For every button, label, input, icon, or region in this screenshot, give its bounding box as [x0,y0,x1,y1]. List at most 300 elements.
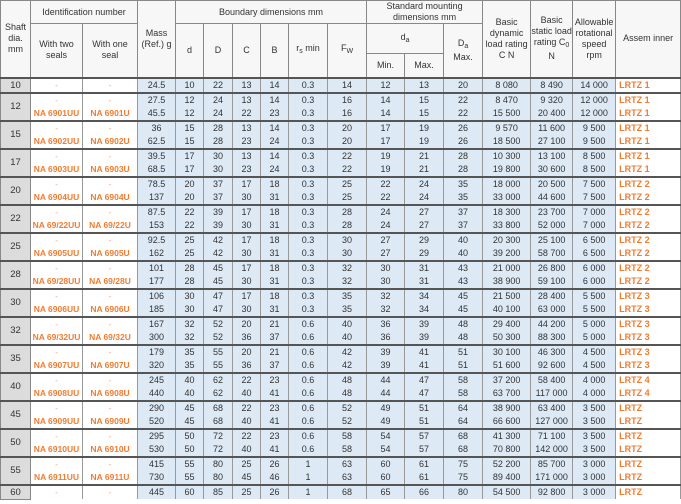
one-seal-id-cell: - [83,233,138,247]
static-load-cell: 71 100 [531,429,573,443]
B-cell: 41 [261,415,289,429]
D-cell: 30 [204,163,233,177]
mass-cell: 24.5 [138,78,176,93]
Da-max-cell: 37 [444,205,483,219]
da-min-cell: 54 [367,443,405,457]
Da-max-cell: 43 [444,275,483,289]
D-cell: 24 [204,107,233,121]
two-seals-id-cell: - [31,317,83,331]
C-cell: 17 [233,289,261,303]
B-cell: 31 [261,247,289,261]
rs-min-cell: 0.6 [289,387,328,401]
header-d: d [176,24,204,78]
d-cell: 30 [176,303,204,317]
table-row [1,457,681,471]
B-cell: 18 [261,205,289,219]
D-cell: 28 [204,135,233,149]
D-cell: 68 [204,401,233,415]
assembled-inner-cell[interactable]: LRTZ 3 [616,331,681,345]
da-min-cell: 54 [367,429,405,443]
rs-min-cell: 0.6 [289,443,328,457]
two-seals-id-cell[interactable]: NA 6905UU [31,247,83,261]
static-load-cell: 13 100 [531,149,573,163]
table-row [1,149,681,163]
rs-min-cell: 0.6 [289,317,328,331]
rs-min-cell: 0.6 [289,429,328,443]
D-cell: 68 [204,415,233,429]
fw-cell: 20 [328,135,367,149]
d-cell: 55 [176,471,204,485]
da-max-cell: 29 [405,247,444,261]
speed-cell: 9 500 [573,135,616,149]
assembled-inner-cell[interactable]: LRTZ 2 [616,177,681,191]
da-max-cell: 27 [405,205,444,219]
Da-max-cell: 43 [444,261,483,275]
fw-cell: 16 [328,107,367,121]
da-max-cell: 27 [405,219,444,233]
Da-max-cell: 20 [444,78,483,93]
da-max-cell: 15 [405,107,444,121]
two-seals-id-cell[interactable]: NA 6906UU [31,303,83,317]
Da-max-cell: 75 [444,457,483,471]
assembled-inner-cell[interactable]: LRTZ 3 [616,317,681,331]
dynamic-load-cell: 54 500 [483,485,531,500]
one-seal-id-cell: - [83,261,138,275]
two-seals-id-cell: - [31,149,83,163]
speed-cell: 3 000 [573,471,616,485]
Da-max-cell: 37 [444,219,483,233]
d-cell: 22 [176,219,204,233]
rs-min-cell: 0.6 [289,359,328,373]
table-row [1,219,681,233]
table-row [1,177,681,191]
two-seals-id-cell[interactable]: NA 6904UU [31,191,83,205]
rs-label: r [296,43,300,54]
mass-cell: 62.5 [138,135,176,149]
dynamic-load-cell: 20 300 [483,233,531,247]
assembled-inner-cell[interactable]: LRTZ 3 [616,345,681,359]
da-max-cell: 51 [405,401,444,415]
dynamic-load-cell: 8 470 [483,93,531,107]
assembled-inner-cell[interactable]: LRTZ 2 [616,247,681,261]
C-cell: 17 [233,205,261,219]
shaft-dia-cell: 55 [1,457,31,485]
da-min-cell: 49 [367,415,405,429]
Da-max-cell: 35 [444,177,483,191]
rs-min-cell: 0.6 [289,401,328,415]
rs-min-cell: 0.3 [289,219,328,233]
rs-min-cell: 0.3 [289,177,328,191]
da-min-cell: 65 [367,485,405,500]
da-min-cell: 30 [367,275,405,289]
two-seals-id-cell[interactable]: NA 6907UU [31,359,83,373]
Da-max-cell: 40 [444,247,483,261]
D-cell: 55 [204,345,233,359]
one-seal-id-cell[interactable]: NA 6906U [83,303,138,317]
static-load-cell: 58 400 [531,373,573,387]
assembled-inner-cell[interactable]: LRTZ 2 [616,261,681,275]
header-rs-min [289,24,328,78]
D-cell: 39 [204,219,233,233]
header-da-max: Max. [405,54,444,78]
B-cell: 31 [261,219,289,233]
fw-cell: 16 [328,93,367,107]
dynamic-load-cell: 63 700 [483,387,531,401]
one-seal-id-cell[interactable]: NA 6911U [83,471,138,485]
da-max-cell: 24 [405,191,444,205]
dynamic-load-cell: 70 800 [483,443,531,457]
Da-max-cell: 28 [444,163,483,177]
Da-max-cell: 26 [444,135,483,149]
rs-min-cell: 0.3 [289,205,328,219]
rs-min-cell: 0.6 [289,345,328,359]
Da-max-cell: 28 [444,149,483,163]
dynamic-load-cell: 30 100 [483,345,531,359]
two-seals-id-cell[interactable]: NA 6903UU [31,163,83,177]
B-cell: 18 [261,289,289,303]
d-cell: 12 [176,93,204,107]
C-cell: 20 [233,345,261,359]
assembled-inner-cell[interactable]: LRTZ 2 [616,219,681,233]
speed-cell: 6 000 [573,261,616,275]
rs-min-cell: 0.6 [289,331,328,345]
da-max-cell: 47 [405,387,444,401]
C-cell: 40 [233,415,261,429]
header-mass: Mass (Ref.) g [138,1,176,78]
da-min-cell: 19 [367,149,405,163]
assembled-inner-cell[interactable]: LRTZ 1 [616,135,681,149]
speed-cell: 4 500 [573,345,616,359]
shaft-dia-cell: 35 [1,345,31,373]
one-seal-id-cell: - [83,429,138,443]
dynamic-load-cell: 41 300 [483,429,531,443]
assembled-inner-cell[interactable]: LRTZ 3 [616,359,681,373]
B-cell: 23 [261,107,289,121]
assembled-inner-cell[interactable]: LRTZ 3 [616,289,681,303]
two-seals-id-cell: - [31,429,83,443]
one-seal-id-cell[interactable]: NA 6905U [83,247,138,261]
two-seals-id-cell[interactable]: NA 69/28UU [31,275,83,289]
da-max-cell: 21 [405,163,444,177]
assembled-inner-cell[interactable]: LRTZ 2 [616,205,681,219]
D-cell: 45 [204,275,233,289]
two-seals-id-cell[interactable]: NA 6908UU [31,387,83,401]
dynamic-load-cell: 39 200 [483,247,531,261]
mass-cell: 179 [138,345,176,359]
rs-min-cell: 0.3 [289,93,328,107]
assembled-inner-cell[interactable]: LRTZ 4 [616,373,681,387]
two-seals-id-cell[interactable]: NA 6911UU [31,471,83,485]
speed-cell: 12 000 [573,107,616,121]
dynamic-load-cell: 21 000 [483,261,531,275]
rs-min-cell: 0.3 [289,107,328,121]
C-cell: 20 [233,317,261,331]
two-seals-id-cell[interactable]: NA 69/32UU [31,331,83,345]
header-static-sub: 0 [565,42,570,50]
static-load-cell: 127 000 [531,415,573,429]
da-min-cell: 17 [367,135,405,149]
D-cell: 47 [204,303,233,317]
B-cell: 14 [261,121,289,135]
fw-cell: 48 [328,387,367,401]
one-seal-id-cell[interactable]: NA 6909U [83,415,138,429]
mass-cell: 137 [138,191,176,205]
da-min-cell: 36 [367,331,405,345]
static-load-cell: 9 320 [531,93,573,107]
mass-cell: 185 [138,303,176,317]
D-cell: 85 [204,485,233,500]
one-seal-id-cell[interactable]: NA 6901U [83,107,138,121]
fw-cell: 30 [328,233,367,247]
two-seals-id-cell: - [31,78,83,93]
rs-min-cell: 0.3 [289,275,328,289]
B-cell: 26 [261,457,289,471]
fw-cell: 32 [328,275,367,289]
assembled-inner-cell[interactable]: LRTZ [616,443,681,457]
d-cell: 30 [176,289,204,303]
da-max-cell: 61 [405,457,444,471]
two-seals-id-cell[interactable]: NA 6909UU [31,415,83,429]
one-seal-id-cell: - [83,78,138,93]
d-cell: 25 [176,247,204,261]
da-max-cell: 31 [405,261,444,275]
rs-min-cell: 0.3 [289,303,328,317]
B-cell: 24 [261,163,289,177]
static-load-cell: 8 490 [531,78,573,93]
table-row [1,191,681,205]
dynamic-load-cell: 21 500 [483,289,531,303]
dynamic-load-cell: 19 800 [483,163,531,177]
da-min-cell: 30 [367,261,405,275]
da-max-cell: 51 [405,415,444,429]
rs-sub: s [299,48,303,56]
da-max-cell: 39 [405,317,444,331]
assembled-inner-cell[interactable]: LRTZ [616,471,681,485]
assembled-inner-cell[interactable]: LRTZ 1 [616,107,681,121]
mass-cell: 36 [138,121,176,135]
one-seal-id-cell: - [83,345,138,359]
mass-cell: 177 [138,275,176,289]
static-load-cell: 88 300 [531,331,573,345]
table-row [1,317,681,331]
rs-min-cell: 0.3 [289,121,328,135]
one-seal-id-cell[interactable]: NA 6902U [83,135,138,149]
assembled-inner-cell[interactable]: LRTZ [616,401,681,415]
mass-cell: 27.5 [138,93,176,107]
da-min-cell: 14 [367,93,405,107]
one-seal-id-cell[interactable]: NA 6910U [83,443,138,457]
two-seals-id-cell[interactable]: NA 69/22UU [31,219,83,233]
da-min-cell: 12 [367,78,405,93]
table-row [1,387,681,401]
header-assembled: Assem inner [616,1,681,78]
one-seal-id-cell: - [83,177,138,191]
B-cell: 31 [261,303,289,317]
static-load-cell: 171 000 [531,471,573,485]
assembled-inner-cell[interactable]: LRTZ [616,457,681,471]
d-cell: 20 [176,177,204,191]
speed-cell: 8 500 [573,163,616,177]
d-cell: 32 [176,317,204,331]
d-cell: 22 [176,205,204,219]
shaft-dia-cell: 32 [1,317,31,345]
static-load-cell: 27 100 [531,135,573,149]
C-cell: 22 [233,429,261,443]
one-seal-id-cell[interactable]: NA 6908U [83,387,138,401]
speed-cell: 7 500 [573,177,616,191]
Da-max-cell: 35 [444,191,483,205]
static-load-cell: 52 000 [531,219,573,233]
assembled-inner-cell[interactable]: LRTZ [616,415,681,429]
D-cell: 39 [204,205,233,219]
B-cell: 41 [261,443,289,457]
table-row [1,485,681,500]
table-row [1,163,681,177]
fw-cell: 63 [328,457,367,471]
assembled-inner-cell[interactable]: LRTZ 3 [616,303,681,317]
d-cell: 12 [176,107,204,121]
rs-min-cell: 0.6 [289,373,328,387]
D-cell: 24 [204,93,233,107]
table-row [1,401,681,415]
assembled-inner-cell[interactable]: LRTZ 2 [616,275,681,289]
shaft-dia-cell: 25 [1,233,31,261]
C-cell: 40 [233,387,261,401]
one-seal-id-cell[interactable]: NA 69/32U [83,331,138,345]
speed-cell: 8 500 [573,149,616,163]
Da-sub: a [464,42,469,50]
Da-max-cell: 58 [444,373,483,387]
C-cell: 23 [233,135,261,149]
static-load-cell: 44 600 [531,191,573,205]
da-max-cell: 34 [405,289,444,303]
d-cell: 15 [176,121,204,135]
assembled-inner-cell[interactable]: LRTZ 4 [616,387,681,401]
static-load-cell: 11 600 [531,121,573,135]
mass-cell: 415 [138,457,176,471]
rs-min-cell: 0.3 [289,247,328,261]
one-seal-id-cell[interactable]: NA 6904U [83,191,138,205]
mass-cell: 45.5 [138,107,176,121]
Da-max-cell: 22 [444,107,483,121]
da-min-cell: 60 [367,471,405,485]
D-cell: 37 [204,177,233,191]
fw-cell: 58 [328,443,367,457]
D-cell: 55 [204,359,233,373]
dynamic-load-cell: 18 000 [483,177,531,191]
fw-label: F [340,43,347,54]
assembled-inner-cell[interactable]: LRTZ 1 [616,93,681,107]
static-load-cell: 63 400 [531,401,573,415]
two-seals-id-cell[interactable]: NA 6910UU [31,443,83,457]
two-seals-id-cell: - [31,205,83,219]
d-cell: 20 [176,191,204,205]
one-seal-id-cell[interactable]: NA 6903U [83,163,138,177]
two-seals-id-cell[interactable]: NA 6902UU [31,135,83,149]
speed-cell: 9 500 [573,121,616,135]
dynamic-load-cell: 38 900 [483,401,531,415]
dynamic-load-cell: 37 200 [483,373,531,387]
rs-min-cell: 0.3 [289,78,328,93]
dynamic-load-cell: 66 600 [483,415,531,429]
B-cell: 23 [261,401,289,415]
one-seal-id-cell[interactable]: NA 6907U [83,359,138,373]
speed-cell: 6 500 [573,247,616,261]
static-load-cell: 25 100 [531,233,573,247]
assembled-inner-cell[interactable]: LRTZ 2 [616,233,681,247]
fw-cell: 28 [328,205,367,219]
fw-cell: 48 [328,373,367,387]
C-cell: 30 [233,247,261,261]
fw-cell: 32 [328,261,367,275]
two-seals-id-cell[interactable]: NA 6901UU [31,107,83,121]
shaft-dia-cell: 30 [1,289,31,317]
speed-cell: 14 000 [573,78,616,93]
rs-min-cell: 0.3 [289,191,328,205]
B-cell: 18 [261,177,289,191]
fw-cell: 68 [328,485,367,500]
table-row [1,247,681,261]
dynamic-load-cell: 50 300 [483,331,531,345]
D-cell: 42 [204,247,233,261]
speed-cell: 12 000 [573,93,616,107]
shaft-dia-cell: 50 [1,429,31,457]
shaft-dia-cell: 60 [1,485,31,500]
assembled-inner-cell[interactable]: LRTZ 1 [616,121,681,135]
d-cell: 35 [176,345,204,359]
mass-cell: 78.5 [138,177,176,191]
dynamic-load-cell: 18 300 [483,205,531,219]
two-seals-id-cell: - [31,485,83,500]
B-cell: 21 [261,317,289,331]
da-min-cell: 14 [367,107,405,121]
one-seal-id-cell[interactable]: NA 69/22U [83,219,138,233]
shaft-dia-cell: 40 [1,373,31,401]
fw-cell: 40 [328,331,367,345]
dynamic-load-cell: 8 080 [483,78,531,93]
Da-label: D [457,37,465,48]
C-cell: 17 [233,177,261,191]
mass-cell: 445 [138,485,176,500]
assembled-inner-cell[interactable]: LRTZ [616,485,681,500]
assembled-inner-cell[interactable]: LRTZ 1 [616,149,681,163]
da-max-cell: 31 [405,275,444,289]
table-body [1,78,681,500]
Da-max-cell: 40 [444,233,483,247]
rs-min-cell: 0.3 [289,163,328,177]
d-cell: 35 [176,359,204,373]
D-cell: 62 [204,373,233,387]
assembled-inner-cell[interactable]: LRTZ 1 [616,78,681,93]
mass-cell: 530 [138,443,176,457]
one-seal-id-cell[interactable]: NA 69/28U [83,275,138,289]
table-row [1,233,681,247]
static-load-cell: 28 400 [531,289,573,303]
assembled-inner-cell[interactable]: LRTZ [616,429,681,443]
d-cell: 17 [176,149,204,163]
da-min-cell: 44 [367,387,405,401]
C-cell: 17 [233,233,261,247]
speed-cell: 3 000 [573,457,616,471]
static-load-cell: 58 700 [531,247,573,261]
table-row [1,107,681,121]
assembled-inner-cell[interactable]: LRTZ 1 [616,163,681,177]
assembled-inner-cell[interactable]: LRTZ 2 [616,191,681,205]
D-cell: 72 [204,443,233,457]
speed-cell: 7 000 [573,219,616,233]
rs-min-cell: 0.3 [289,289,328,303]
mass-cell: 68.5 [138,163,176,177]
